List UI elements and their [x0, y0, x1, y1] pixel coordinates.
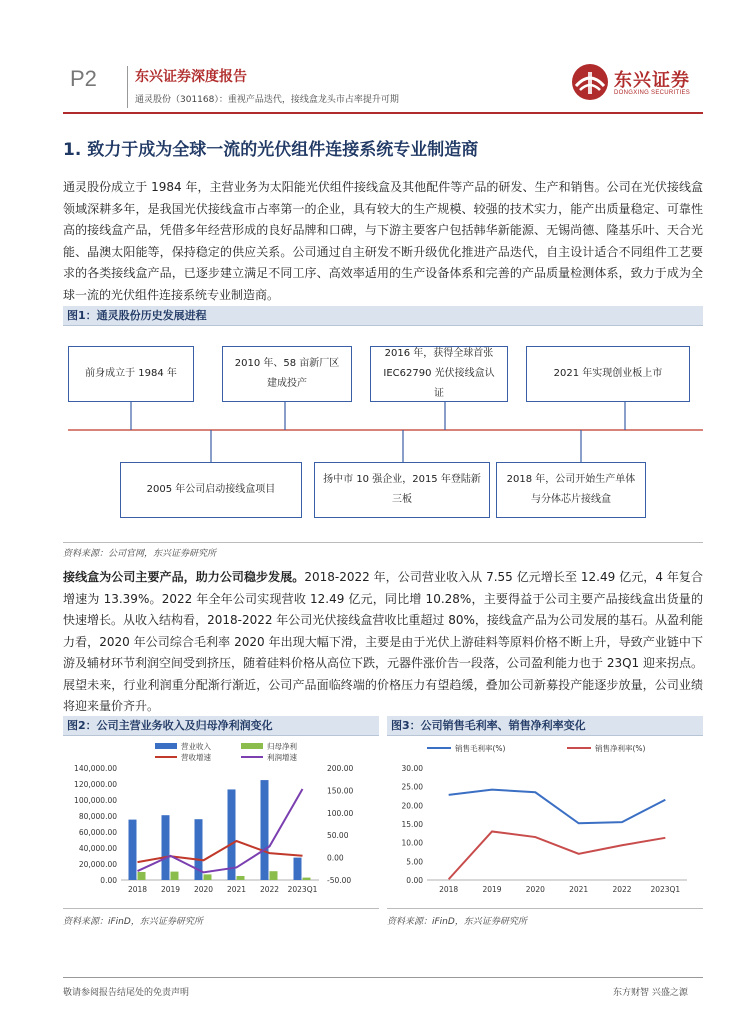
x-tick-label: 2022	[612, 885, 632, 894]
timeline-event-2016: 2016 年，获得全球首张 IEC62790 光伏接线盒认证	[370, 346, 508, 402]
figure2-bottom-rule	[63, 908, 379, 909]
bar-归母净利	[204, 874, 212, 880]
bar-归母净利	[171, 872, 179, 880]
page-header	[0, 0, 755, 110]
header-divider	[127, 66, 128, 108]
bar-营业收入	[228, 789, 236, 880]
right-axis-tick-label: 100.00	[327, 808, 354, 818]
timeline-event-1984: 前身成立于 1984 年	[68, 346, 194, 402]
company-logo	[570, 62, 700, 106]
y-axis-tick-label: 25.00	[401, 782, 423, 792]
line-销售净利率(%)	[449, 831, 666, 879]
left-axis-tick-label: 40,000.00	[78, 844, 117, 853]
x-tick-label: 2021	[226, 885, 247, 894]
footer-rule	[63, 977, 703, 978]
x-tick-label: 2018	[127, 885, 148, 894]
x-tick-label: 2019	[482, 885, 502, 894]
y-axis-tick-label: 15.00	[401, 820, 423, 829]
line-销售毛利率(%)	[449, 790, 666, 824]
legend-label: 销售净利率(%)	[595, 744, 646, 753]
right-axis-tick-label: 50.00	[327, 831, 349, 841]
y-axis-tick-label: 10.00	[401, 838, 423, 848]
logo-text-cn: 东兴证券	[614, 70, 690, 91]
logo-mark-icon	[570, 62, 610, 102]
y-axis-tick-label: 30.00	[401, 764, 423, 773]
legend-swatch	[241, 743, 263, 749]
x-tick-label: 2019	[160, 885, 181, 894]
figure1-source: 资料来源：公司官网，东兴证券研究所	[63, 549, 217, 559]
left-axis-tick-label: 80,000.00	[78, 812, 117, 821]
x-tick-label: 2023Q1	[650, 885, 681, 894]
legend-label: 营收增速	[181, 753, 211, 762]
paragraph-body: 2018-2022 年，公司营业收入从 7.55 亿元增长至 12.49 亿元，4 年复合增速为 13.39%。2022 年全年公司实现营收 12.49 亿元，同比增 10.28%，主要得益于公司主要产品接线盒出货量的快速增长。从收入结构看，2018-2022 年公司光伏接线盒营收比重超过 80%，接线盒产品为公司发展的基石。从盈利能力看，2020 年公司综合毛利率 2020 年出现大幅下滑，主要是由于光伏上游硅料等原料价格不断上升，导致产业链中下游及辅材环节利润空间受到挤压，随着硅料价格从高位下跌，元器件涨价告一段落，公司盈利能力也于 23Q1 迎来拐点。展望未来，行业利润重分配渐行渐近，公司产品面临终端的价格压力有望趋缓，叠加公司新募投产能逐步放量，公司业绩将迎来量价齐升。	[63, 570, 703, 713]
x-tick-label: 2022	[259, 885, 280, 894]
left-axis-tick-label: 120,000.00	[74, 780, 117, 789]
bar-归母净利	[303, 878, 311, 880]
header-rule	[63, 112, 703, 114]
bar-营业收入	[162, 815, 170, 880]
bar-营业收入	[129, 820, 137, 880]
legend-swatch	[155, 743, 177, 749]
figure1-title: 图1：通灵股份历史发展进程	[63, 306, 703, 326]
footer-slogan: 东方财智 兴盛之源	[613, 988, 688, 998]
figure3-bottom-rule	[387, 908, 703, 909]
bar-营业收入	[261, 780, 269, 880]
timeline-event-2018: 2018 年，公司开始生产单体与分体芯片接线盒	[496, 462, 646, 518]
bar-归母净利	[237, 876, 245, 880]
margin-chart	[387, 738, 703, 896]
timeline-event-2005: 2005 年公司启动接线盒项目	[120, 462, 302, 518]
x-tick-label: 2020	[193, 885, 214, 894]
bar-归母净利	[270, 871, 278, 880]
right-axis-tick-label: 200.00	[327, 764, 354, 773]
y-axis-tick-label: 5.00	[406, 857, 423, 867]
bar-营业收入	[294, 858, 302, 880]
timeline-event-2015: 扬中市 10 强企业，2015 年登陆新三板	[314, 462, 490, 518]
footer-disclaimer: 敬请参阅报告结尾处的免责声明	[63, 988, 190, 998]
revenue-profit-chart	[63, 738, 379, 896]
page-number: P2	[70, 66, 97, 91]
x-tick-label: 2020	[525, 885, 545, 894]
x-tick-label: 2023Q1	[287, 885, 318, 894]
timeline-event-2021: 2021 年实现创业板上市	[526, 346, 690, 402]
legend-label: 销售毛利率(%)	[455, 744, 506, 753]
left-axis-tick-label: 60,000.00	[78, 828, 117, 837]
x-tick-label: 2021	[569, 885, 589, 894]
analysis-paragraph	[63, 567, 703, 718]
figure3-source: 资料来源：iFinD，东兴证券研究所	[387, 917, 527, 927]
figure2-source: 资料来源：iFinD，东兴证券研究所	[63, 917, 203, 927]
left-axis-tick-label: 0.00	[100, 876, 117, 885]
y-axis-tick-label: 0.00	[406, 876, 423, 885]
bar-归母净利	[138, 872, 146, 880]
timeline-event-2010: 2010 年、58 亩新厂区建成投产	[222, 346, 352, 402]
legend-label: 利润增速	[267, 753, 297, 762]
legend-label: 归母净利	[267, 742, 297, 751]
logo-text-en: DONGXING SECURITIES	[614, 90, 691, 96]
report-type: 东兴证券深度报告	[135, 69, 247, 85]
right-axis-tick-label: -50.00	[327, 876, 352, 885]
right-axis-tick-label: 0.00	[327, 853, 344, 863]
figure2-title: 图2：公司主营业务收入及归母净利润变化	[63, 716, 379, 736]
left-axis-tick-label: 100,000.00	[74, 796, 117, 805]
report-subtitle: 通灵股份（301168）：重视产品迭代，接线盒龙头市占率提升可期	[135, 95, 399, 105]
paragraph-lead: 接线盒为公司主要产品，助力公司稳步发展。	[63, 570, 305, 584]
intro-paragraph: 通灵股份成立于 1984 年，主营业务为太阳能光伏组件接线盒及其他配件等产品的研发、生产和销售。公司在光伏接线盒领域深耕多年，是我国光伏接线盒市占率第一的企业，具有较大的生产规模、较强的技术实力，能产出质量稳定、可靠性高的接线盒产品，凭借多年经营形成的良好品牌和口碑，与下游主要客户包括韩华新能源、无锡尚德、隆基乐叶、天合光能、晶澳太阳能等，保持稳定的供应关系。公司通过自主研发不断升级优化推进产品迭代，自主设计适合不同组件工艺要求的各类接线盒产品，已逐步建立满足不同工序、高效率适用的生产设备体系和完善的产品质量检测体系，致力于成为全球一流的光伏组件连接系统专业制造商。	[63, 180, 703, 302]
section-title: 1. 致力于成为全球一流的光伏组件连接系统专业制造商	[63, 140, 479, 160]
left-axis-tick-label: 140,000.00	[74, 764, 117, 773]
figure1-bottom-rule	[63, 542, 703, 543]
legend-label: 营业收入	[181, 742, 211, 751]
left-axis-tick-label: 20,000.00	[78, 860, 117, 869]
y-axis-tick-label: 20.00	[401, 801, 423, 811]
figure3-title: 图3：公司销售毛利率、销售净利率变化	[387, 716, 703, 736]
x-tick-label: 2018	[439, 885, 459, 894]
right-axis-tick-label: 150.00	[327, 786, 354, 796]
